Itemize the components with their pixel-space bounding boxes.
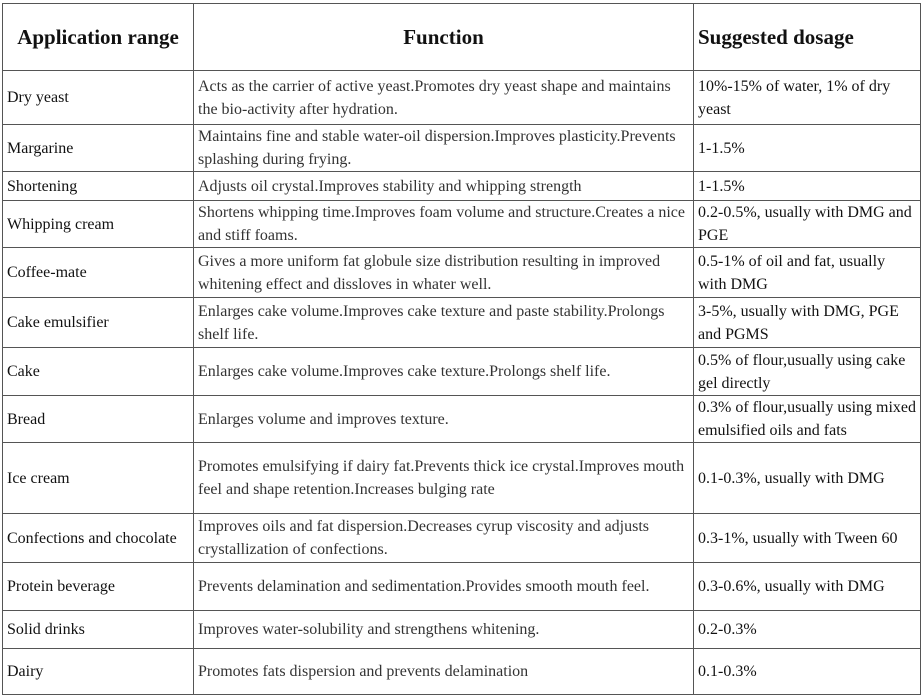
function-cell: Promotes emulsifying if dairy fat.Prevents thick ice crystal.Improves mouth feel and shape retention.Increases bulging rate bbox=[194, 443, 694, 514]
function-cell: Improves oils and fat dispersion.Decreases cyrup viscosity and adjusts crystallization of confections. bbox=[194, 514, 694, 563]
dosage-cell: 0.1-0.3% bbox=[694, 649, 921, 695]
header-suggested-dosage: Suggested dosage bbox=[694, 4, 921, 71]
table-row bbox=[3, 649, 921, 695]
emulsifier-application-table bbox=[2, 3, 921, 695]
table-row bbox=[3, 348, 921, 396]
header-application-range: Application range bbox=[3, 4, 194, 71]
function-cell: Acts as the carrier of active yeast.Promotes dry yeast shape and maintains the bio-activity after hydration. bbox=[194, 71, 694, 125]
application-cell: Cake bbox=[3, 348, 194, 396]
table-row bbox=[3, 611, 921, 649]
application-cell: Confections and chocolate bbox=[3, 514, 194, 563]
application-cell: Shortening bbox=[3, 172, 194, 201]
function-cell: Improves water-solubility and strengthens whitening. bbox=[194, 611, 694, 649]
application-cell: Dry yeast bbox=[3, 71, 194, 125]
table-row bbox=[3, 248, 921, 298]
table-row bbox=[3, 563, 921, 611]
header-function: Function bbox=[194, 4, 694, 71]
function-cell: Maintains fine and stable water-oil dispersion.Improves plasticity.Prevents splashing during frying. bbox=[194, 125, 694, 172]
table-row bbox=[3, 396, 921, 443]
function-cell: Enlarges cake volume.Improves cake texture.Prolongs shelf life. bbox=[194, 348, 694, 396]
application-cell: Cake emulsifier bbox=[3, 298, 194, 348]
application-cell: Bread bbox=[3, 396, 194, 443]
dosage-cell: 0.5% of flour,usually using cake gel directly bbox=[694, 348, 921, 396]
dosage-cell: 0.1-0.3%, usually with DMG bbox=[694, 443, 921, 514]
application-cell: Ice cream bbox=[3, 443, 194, 514]
header-row bbox=[3, 4, 921, 71]
application-cell: Dairy bbox=[3, 649, 194, 695]
table-row bbox=[3, 298, 921, 348]
table-row bbox=[3, 71, 921, 125]
function-cell: Shortens whipping time.Improves foam volume and structure.Creates a nice and stiff foams. bbox=[194, 201, 694, 248]
function-cell: Adjusts oil crystal.Improves stability and whipping strength bbox=[194, 172, 694, 201]
function-cell: Gives a more uniform fat globule size distribution resulting in improved whitening effect and dissloves in whater well. bbox=[194, 248, 694, 298]
function-cell: Promotes fats dispersion and prevents delamination bbox=[194, 649, 694, 695]
dosage-cell: 0.3-1%, usually with Tween 60 bbox=[694, 514, 921, 563]
application-cell: Whipping cream bbox=[3, 201, 194, 248]
dosage-cell: 0.5-1% of oil and fat, usually with DMG bbox=[694, 248, 921, 298]
dosage-cell: 1-1.5% bbox=[694, 172, 921, 201]
table-row bbox=[3, 172, 921, 201]
dosage-cell: 1-1.5% bbox=[694, 125, 921, 172]
function-cell: Enlarges volume and improves texture. bbox=[194, 396, 694, 443]
application-cell: Protein beverage bbox=[3, 563, 194, 611]
function-cell: Prevents delamination and sedimentation.Provides smooth mouth feel. bbox=[194, 563, 694, 611]
table-row bbox=[3, 201, 921, 248]
application-cell: Coffee-mate bbox=[3, 248, 194, 298]
table-row bbox=[3, 514, 921, 563]
dosage-cell: 0.2-0.5%, usually with DMG and PGE bbox=[694, 201, 921, 248]
function-cell: Enlarges cake volume.Improves cake texture and paste stability.Prolongs shelf life. bbox=[194, 298, 694, 348]
application-cell: Margarine bbox=[3, 125, 194, 172]
table-row bbox=[3, 443, 921, 514]
dosage-cell: 0.2-0.3% bbox=[694, 611, 921, 649]
table-row bbox=[3, 125, 921, 172]
application-cell: Solid drinks bbox=[3, 611, 194, 649]
dosage-cell: 10%-15% of water, 1% of dry yeast bbox=[694, 71, 921, 125]
dosage-cell: 3-5%, usually with DMG, PGE and PGMS bbox=[694, 298, 921, 348]
dosage-cell: 0.3% of flour,usually using mixed emulsified oils and fats bbox=[694, 396, 921, 443]
dosage-cell: 0.3-0.6%, usually with DMG bbox=[694, 563, 921, 611]
